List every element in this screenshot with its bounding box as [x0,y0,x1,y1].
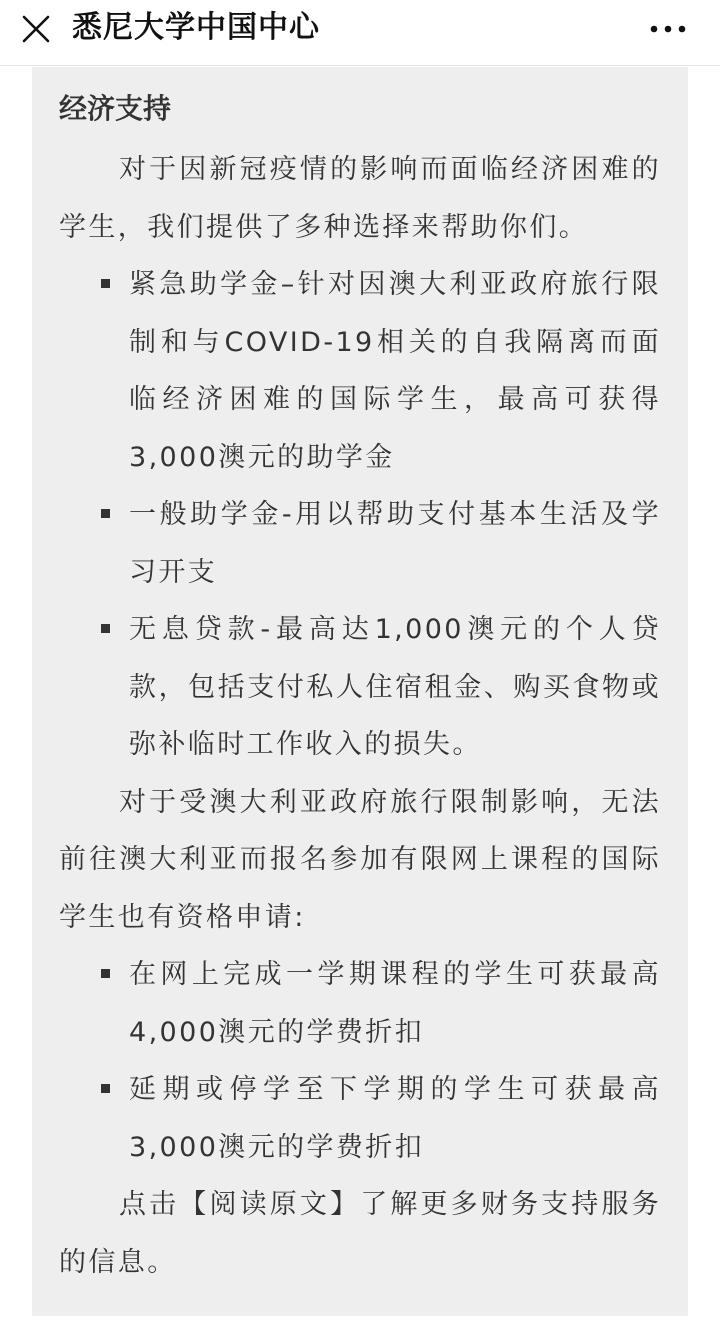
list-item [129,601,661,774]
section-heading: 经济支持 [59,92,172,125]
close-button[interactable] [16,9,56,49]
list-item-text: 在网上完成一学期课程的学生可获最高4,000澳元的学费折扣 [129,959,661,1048]
list-item-text: 无息贷款-最高达1,000澳元的个人贷款，包括支付私人住宿租金、购买食物或弥补临时工作收入的损失。 [129,614,661,760]
list-item [129,256,661,486]
page-title: 悉尼大学中国中心 [72,10,320,45]
list-item [129,1061,661,1176]
list-item-text: 延期或停学至下学期的学生可获最高3,000澳元的学费折扣 [129,1074,661,1163]
list-item [129,946,661,1061]
close-icon [21,14,51,44]
article-content-panel [32,67,688,1316]
bullet-square-icon [101,969,110,978]
support-options-list [59,256,661,774]
more-options-button[interactable] [644,9,692,49]
more-dots-icon [650,24,686,34]
bullet-square-icon [101,1084,110,1093]
list-item-text: 一般助学金-用以帮助支付基本生活及学习开支 [129,499,661,588]
tuition-discount-list [59,946,661,1176]
intro-paragraph: 对于因新冠疫情的影响而面临经济困难的学生，我们提供了多种选择来帮助你们。 [59,154,661,243]
bullet-square-icon [101,279,110,288]
top-navigation-bar [0,0,720,66]
list-item-text: 紧急助学金–针对因澳大利亚政府旅行限制和与COVID-19相关的自我隔离而面临经济困难的国际学生，最高可获得3,000澳元的助学金 [129,269,661,473]
bullet-square-icon [101,509,110,518]
bullet-square-icon [101,624,110,633]
list-item [129,486,661,601]
closing-paragraph: 点击【阅读原文】了解更多财务支持服务的信息。 [59,1189,661,1278]
eligibility-paragraph: 对于受澳大利亚政府旅行限制影响，无法前往澳大利亚而报名参加有限网上课程的国际学生也有资格申请: [59,786,661,933]
